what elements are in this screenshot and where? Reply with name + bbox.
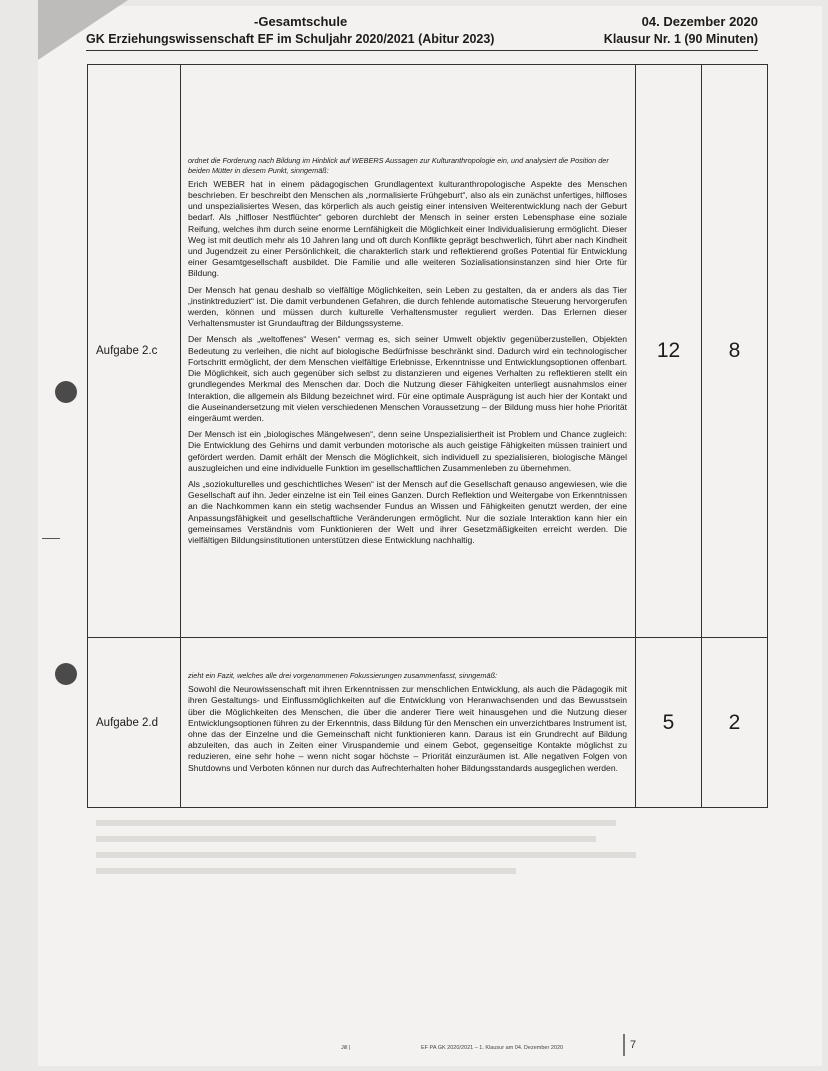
exam-date: 04. Dezember 2020 (641, 14, 758, 29)
expected-answer (181, 65, 636, 638)
answer-paragraph: Als „soziokulturelles und geschichtliches Wesen“ ist der Mensch auf die Gesellschaft genauso angewiesen, wie die Gesellschaft auf ihn. Jeder einzelne ist ein Teil eines Ganzen. Durch Reflektion und Weitergabe von Erkenntnissen an die Nachkommen kann ein stetig wachsender Fundus an Wissen und Fähigkeiten genutzt werden, der eine Anpassungsfähigkeit und gesellschaftliche Veränderungen ermöglicht. Nur die soziale Interaktion kann hier ein gemeinsames Verständnis vom Funktionieren der Welt und ihrer Gesetzmäßigkeiten erreicht werden. Die vielfältigen Bildungsinstitutionen unterstützen diese Entwicklung nachhaltig. (188, 478, 627, 545)
answer-paragraph: Der Mensch ist ein „biologisches Mängelwesen“, denn seine Unspezialisiertheit ist Problem und Chance zugleich: Die Entwicklung des Gehirns und damit verbunden motorische als auch geistige Fähigkeiten müssen trainiert und gefördert werden. Damit erhält der Mensch die Möglichkeit, sich individuell zu spezialisieren, biologische Mängel auszugleichen und eine individuelle Funktion im gesellschaftlichen Zusammenleben zu übernehmen. (188, 429, 627, 473)
bleed-through (96, 836, 596, 842)
task-label: Aufgabe 2.d (88, 638, 181, 808)
max-points: 5 (636, 638, 702, 808)
table-row (88, 638, 768, 808)
folded-corner (38, 0, 128, 60)
answer-paragraph: Sowohl die Neurowissenschaft mit ihren Erkenntnissen zur menschlichen Entwicklung, als auch die Pädagogik mit ihren Gestaltungs- und Einflussmöglichkeiten auf die Entwicklung von Heranwachsenden und das Bewusstsein über die Möglichkeiten des Menschen, die über die anderer Tiere weit hinausgehen und die Nutzung dieser Entwicklungsoptionen führen zu der Erkenntnis, dass Bildung für den Menschen ein unverzichtbares Instrument ist, ohne das der Einzelne und die Gemeinschaft nicht funktionieren kann. Daraus ist ein Grundrecht auf Bildung abzuleiten, das auch in Zeiten einer Viruspandemie und einem Gebot, gegenseitige Kontakte möglichst zu reduzieren, eine sehr hohe – wenn nicht sogar höchste – Priorität einzuräumen ist. Alle negativen Folgen von Shutdowns und Verboten können nur durch das Aufrechterhalten hoher Bildungsstandards ausgeglichen werden. (188, 684, 627, 773)
footer-info: EF PA GK 2020/2021 – 1. Klausur am 04. Dezember 2020 (421, 1045, 564, 1051)
footer-source: Jill | (341, 1045, 351, 1051)
header-rule (86, 50, 758, 51)
achieved-points: 2 (702, 638, 768, 808)
school-name: -Gesamtschule (254, 14, 348, 29)
answer-paragraph: Der Mensch als „weltoffenes“ Wesen“ vermag es, sich seiner Umwelt objektiv gegenüberzustellen, Objekten Bedeutung zu verleihen, die nicht auf biologische Bedürfnisse beschränkt sind. Dadurch wird ein technologischer Fortschritt ermöglicht, der dem Menschen vielfältige Erlebnisse, Erkenntnisse und Entwicklungsoptionen offenbart. Die Möglichkeit, sich auch gegenüber sich selbst zu distanzieren und eigenes Verhalten zu reflektieren stellt ein grundlegendes Merkmal des Menschen dar. Doch die Nutzung dieser Fähigkeiten unterliegt ausnahmslos einer Interaktion, die allgemein als Bildung bezeichnet wird. Für eine optimale Ausprägung ist auch hier der Kontakt und die Auseinandersetzung mit vielen verschiedenen Menschen Voraussetzung – der Bildung muss hier hohe Priorität eingeräumt werden. (188, 334, 627, 423)
achieved-points: 8 (702, 65, 768, 638)
bleed-through (96, 868, 516, 874)
page-number: 7 (630, 1039, 637, 1051)
task-intro: zieht ein Fazit, welches alle drei vorgenommenen Fokussierungen zusammenfasst, sinngemäß: (188, 671, 498, 681)
margin-mark (42, 538, 60, 539)
bleed-through (96, 820, 616, 826)
task-label: Aufgabe 2.c (88, 65, 181, 638)
footer-divider (623, 1034, 625, 1056)
punch-hole (55, 381, 77, 403)
max-points: 12 (636, 65, 702, 638)
punch-hole (55, 663, 77, 685)
exam-number: Klausur Nr. 1 (90 Minuten) (603, 32, 758, 46)
task-intro: ordnet die Forderung nach Bildung im Hinblick auf WEBERS Aussagen zur Kulturanthropologie ein, und analysiert die Position der beiden Mütter in diesem Punkt, sinngemäß: (188, 155, 609, 175)
answer-paragraph: Der Mensch hat genau deshalb so vielfältige Möglichkeiten, sein Leben zu gestalten, da er anders als das Tier „instinktreduziert“ ist. Die damit verbundenen Gefahren, die durch fehlende automatische Steuerung hervorgerufen werden, können und müssen durch kulturelle Verhaltensmuster reguliert werden. Das Erlernen dieser Verhaltensmuster ist Grundauftrag der Bildungssysteme. (188, 284, 627, 329)
answer-paragraph: Erich WEBER hat in einem pädagogischen Grundlagentext kulturanthropologische Aspekte des Menschen beschrieben. Er beschreibt den Menschen als „normalisierte Frühgeburt“, also als ein zunächst unfertiges, hilfloses und unspezialisiertes Wesen, das körperlich als auch geistig einer intensiven Weiterentwicklung nach der Geburt bedarf. Als „hilfloser Nestflüchter“ geboren durchlebt der Mensch in seiner ersten Lebensphase eine soziale Reifung, welches ihm durch seine enorme Lernfähigkeit die Möglichkeit einer Individualisierung ermöglicht. Dieser Weg ist mit deutlich mehr als 10 Jahren lang und oft durch Konflikte geprägt beschwerlich, führt aber nach Kindheit und Jugendzeit zu einer Persönlichkeit, die charakterlich stark und reflektierend großes Potential für Entwicklung einer Gesamtgesellschaft ausbildet. Die Familie und alle weiteren Sozialisationsinstanzen sind hier Orte für Bildung. (188, 178, 627, 279)
grading-table (87, 64, 768, 808)
course-title: GK Erziehungswissenschaft EF im Schuljahr 2020/2021 (Abitur 2023) (86, 32, 495, 46)
expected-answer (181, 638, 636, 808)
table-row (88, 65, 768, 638)
bleed-through (96, 852, 636, 858)
